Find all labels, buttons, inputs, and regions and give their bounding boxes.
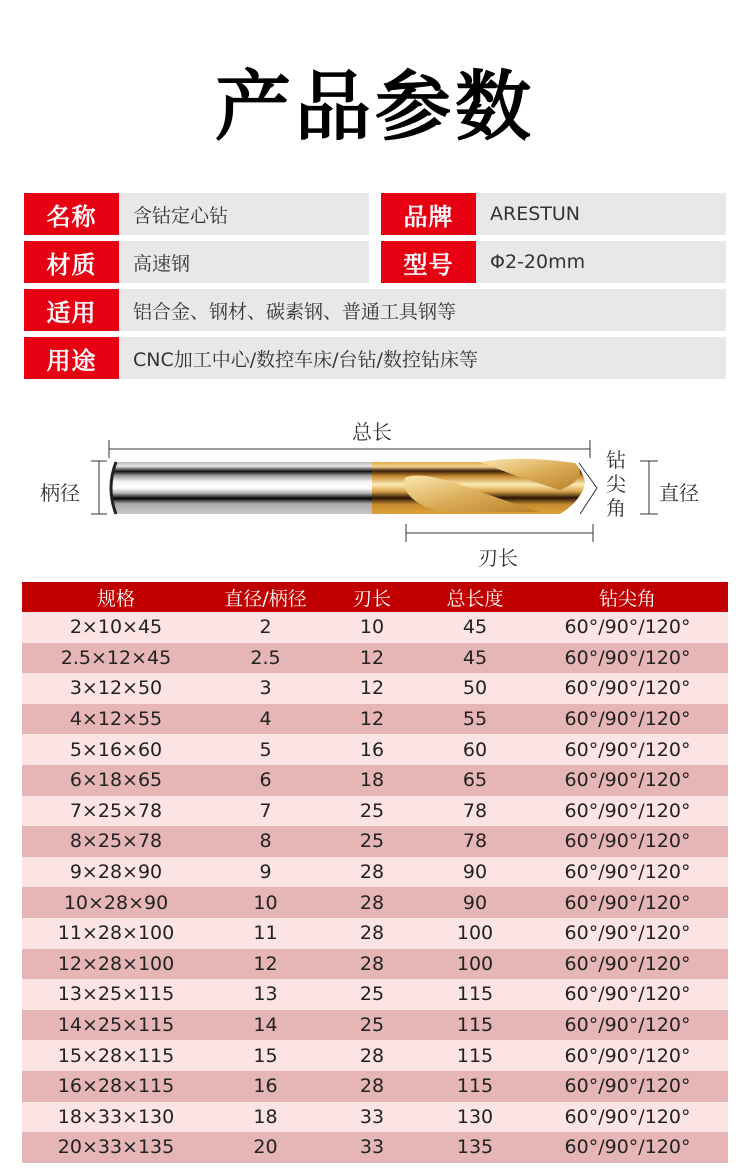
cell-diameter: 9 [259,861,272,884]
cell-spec: 4×12×55 [69,708,163,731]
cell-spec: 6×18×65 [69,769,163,792]
cell-diameter: 12 [253,952,278,975]
spec-row-material-model [24,241,726,283]
cell-spec: 14×25×115 [57,1014,175,1037]
cell-spec: 15×28×115 [57,1044,175,1067]
cell-point-angle: 60°/90°/120° [564,922,691,945]
table-body [22,612,728,1163]
spec-value-applicable: 铝合金、钢材、碳素钢、普通工具钢等 [119,289,726,331]
cell-diameter: 4 [259,708,272,731]
table-row [22,1040,728,1071]
cell-spec: 2.5×12×45 [60,646,172,669]
header-total-length: 总长度 [446,587,504,610]
cell-total-length: 60 [462,738,488,761]
table-row [22,1010,728,1041]
table-row [22,887,728,918]
spec-label-brand: 品牌 [381,193,476,235]
header-point-angle: 钻尖角 [598,587,656,610]
page-title: 产品参数 [215,62,535,151]
cell-flute-length: 33 [359,1105,385,1128]
cell-flute-length: 33 [359,1136,385,1159]
cell-point-angle: 60°/90°/120° [564,1105,691,1128]
cell-flute-length: 28 [359,1075,385,1098]
point-angle-label-2: 尖 [606,472,626,496]
cell-point-angle: 60°/90°/120° [564,952,691,975]
cell-point-angle: 60°/90°/120° [564,830,691,853]
cell-point-angle: 60°/90°/120° [564,1075,691,1098]
cell-point-angle: 60°/90°/120° [564,1044,691,1067]
table-row [22,643,728,674]
cell-flute-length: 12 [359,677,385,700]
table-header [22,582,728,612]
table-row [22,673,728,704]
cell-diameter: 6 [259,769,272,792]
cell-flute-length: 28 [359,1044,385,1067]
cell-spec: 3×12×50 [69,677,163,700]
cell-flute-length: 12 [359,646,385,669]
cell-point-angle: 60°/90°/120° [564,799,691,822]
cell-total-length: 115 [456,1075,494,1098]
cell-point-angle: 60°/90°/120° [564,1014,691,1037]
cell-diameter: 18 [253,1105,278,1128]
cell-flute-length: 16 [359,738,385,761]
cell-spec: 12×28×100 [57,952,175,975]
cell-spec: 13×25×115 [57,983,175,1006]
cell-diameter: 10 [253,891,278,914]
cell-point-angle: 60°/90°/120° [564,769,691,792]
cell-diameter: 2 [259,616,272,639]
cell-total-length: 130 [456,1105,494,1128]
cell-flute-length: 25 [359,799,385,822]
cell-total-length: 115 [456,1044,494,1067]
table-row [22,796,728,827]
table-row [22,704,728,735]
cell-total-length: 55 [462,708,488,731]
cell-point-angle: 60°/90°/120° [564,738,691,761]
header-diameter: 直径/柄径 [224,587,307,610]
table-row [22,734,728,765]
cell-total-length: 50 [462,677,488,700]
cell-point-angle: 60°/90°/120° [564,1136,691,1159]
cell-spec: 18×33×130 [57,1105,175,1128]
table-row [22,979,728,1010]
cell-total-length: 45 [462,646,488,669]
cell-flute-length: 25 [359,1014,385,1037]
cell-diameter: 11 [253,922,278,945]
spec-value-name: 含钴定心钻 [119,193,369,235]
cell-point-angle: 60°/90°/120° [564,891,691,914]
cell-spec: 5×16×60 [69,738,163,761]
cell-spec: 8×25×78 [69,830,163,853]
size-table [22,582,728,1163]
cell-total-length: 45 [462,616,488,639]
total-length-label: 总长 [352,420,392,444]
point-angle-label-3: 角 [606,496,626,520]
cell-flute-length: 28 [359,922,385,945]
cell-diameter: 16 [253,1075,278,1098]
cell-spec: 7×25×78 [69,799,163,822]
cell-flute-length: 28 [359,891,385,914]
point-angle-label-1: 钻 [606,448,626,472]
cell-diameter: 5 [259,738,272,761]
spec-label-material: 材质 [24,241,119,283]
cell-total-length: 100 [456,922,494,945]
spec-row-name-brand [24,193,726,235]
cell-total-length: 65 [462,769,488,792]
cell-flute-length: 12 [359,708,385,731]
cell-point-angle: 60°/90°/120° [564,983,691,1006]
cell-point-angle: 60°/90°/120° [564,708,691,731]
table-row [22,1132,728,1163]
shank-diameter-label: 柄径 [40,481,80,505]
cell-diameter: 20 [253,1136,278,1159]
spec-value-brand: ARESTUN [476,193,726,235]
table-row [22,612,728,643]
cell-spec: 11×28×100 [57,922,175,945]
drill-diagram [0,400,750,580]
cell-spec: 2×10×45 [69,616,163,639]
cell-flute-length: 10 [359,616,385,639]
header-spec: 规格 [96,587,135,610]
cell-point-angle: 60°/90°/120° [564,677,691,700]
cell-point-angle: 60°/90°/120° [564,861,691,884]
spec-row-usage [24,337,726,379]
cell-spec: 20×33×135 [57,1136,175,1159]
table-row [22,1102,728,1133]
cell-total-length: 90 [462,891,488,914]
diameter-label: 直径 [659,481,699,505]
cell-diameter: 15 [253,1044,278,1067]
cell-diameter: 3 [259,677,272,700]
table-row [22,765,728,796]
spec-value-model: Φ2-20mm [476,241,726,283]
table-row [22,949,728,980]
cell-spec: 16×28×115 [57,1075,175,1098]
cell-flute-length: 28 [359,861,385,884]
cell-flute-length: 18 [359,769,385,792]
spec-value-usage: CNC加工中心/数控车床/台钻/数控钻床等 [119,337,726,379]
cell-diameter: 8 [259,830,272,853]
table-row [22,826,728,857]
table-row [22,857,728,888]
cell-spec: 9×28×90 [69,861,163,884]
cell-flute-length: 28 [359,952,385,975]
spec-label-usage: 用途 [24,337,119,379]
cell-point-angle: 60°/90°/120° [564,646,691,669]
cell-total-length: 100 [456,952,494,975]
flute-length-label: 刃长 [478,546,518,570]
cell-spec: 10×28×90 [63,891,169,914]
cell-point-angle: 60°/90°/120° [564,616,691,639]
cell-diameter: 7 [259,799,272,822]
table-row [22,918,728,949]
cell-total-length: 115 [456,1014,494,1037]
spec-label-name: 名称 [24,193,119,235]
cell-flute-length: 25 [359,983,385,1006]
cell-total-length: 78 [462,799,488,822]
cell-total-length: 78 [462,830,488,853]
spec-label-applicable: 适用 [24,289,119,331]
cell-total-length: 90 [462,861,488,884]
cell-diameter: 14 [253,1014,278,1037]
cell-total-length: 135 [456,1136,494,1159]
cell-diameter: 2.5 [250,646,281,669]
header-flute-length: 刃长 [352,587,391,610]
spec-label-model: 型号 [381,241,476,283]
cell-diameter: 13 [253,983,278,1006]
spec-value-material: 高速钢 [119,241,369,283]
table-row [22,1071,728,1102]
spec-row-applicable [24,289,726,331]
cell-total-length: 115 [456,983,494,1006]
cell-flute-length: 25 [359,830,385,853]
